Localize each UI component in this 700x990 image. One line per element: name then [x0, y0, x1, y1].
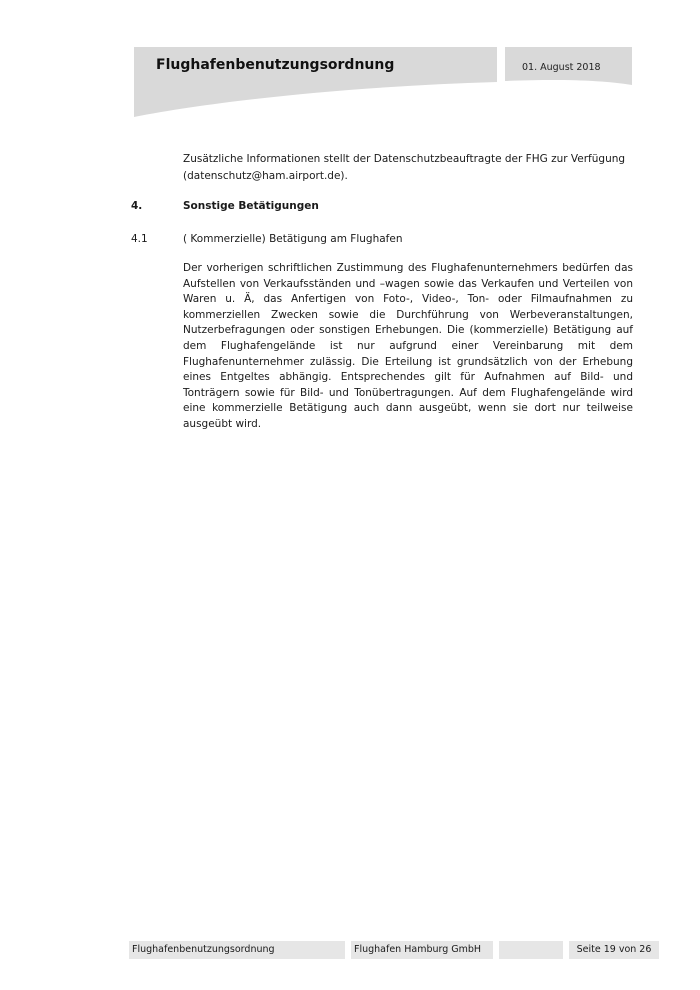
footer-blank-cell [499, 941, 563, 959]
subsection-heading [0, 233, 700, 249]
intro-line-2: (datenschutz@ham.airport.de). [183, 170, 348, 182]
footer-document-name: Flughafenbenutzungsordnung [129, 941, 345, 959]
header-date: 01. August 2018 [522, 62, 601, 73]
subsection-number: 4.1 [131, 233, 148, 245]
section-number: 4. [131, 200, 143, 212]
intro-line-1: Zusätzliche Informationen stellt der Datenschutzbeauftragte der FHG zur Verfügung [183, 153, 626, 165]
section-title: Sonstige Betätigungen [183, 200, 319, 212]
subsection-title: ( Kommerzielle) Betätigung am Flughafen [183, 233, 403, 245]
intro-paragraph [183, 151, 633, 185]
footer-company: Flughafen Hamburg GmbH [351, 941, 493, 959]
section-heading [0, 200, 700, 216]
header-title: Flughafenbenutzungsordnung [156, 57, 395, 73]
footer-page-number: Seite 19 von 26 [569, 941, 659, 959]
body-paragraph: Der vorherigen schriftlichen Zustimmung des Flughafenunternehmers bedürfen das Aufstellen von Verkaufsständen und –wagen sowie das Verkaufen und Verteilen von Waren u. Ä, das Anfertigen von Foto-, Video-, Ton- oder Filmaufnahmen zu kommerziellen Zwecken sowie die Durchführung von Werbeveranstaltungen, Nutzerbefragungen oder sonstigen Erhebungen. Die (kommerzielle) Betätigung auf dem Flughafengelände ist nur aufgrund einer Vereinbarung mit dem Flughafenunternehmer zulässig. Die Erteilung ist grundsätzlich von der Erhebung eines Entgeltes abhängig. Entsprechendes gilt für Aufnahmen auf Bild- und Tonträgern sowie für Bild- und Tonübertragungen. Auf dem Flughafengelände wird eine kommerzielle Betätigung auch dann ausgeübt, wenn sie dort nur teilweise ausgeübt wird. [183, 262, 633, 430]
